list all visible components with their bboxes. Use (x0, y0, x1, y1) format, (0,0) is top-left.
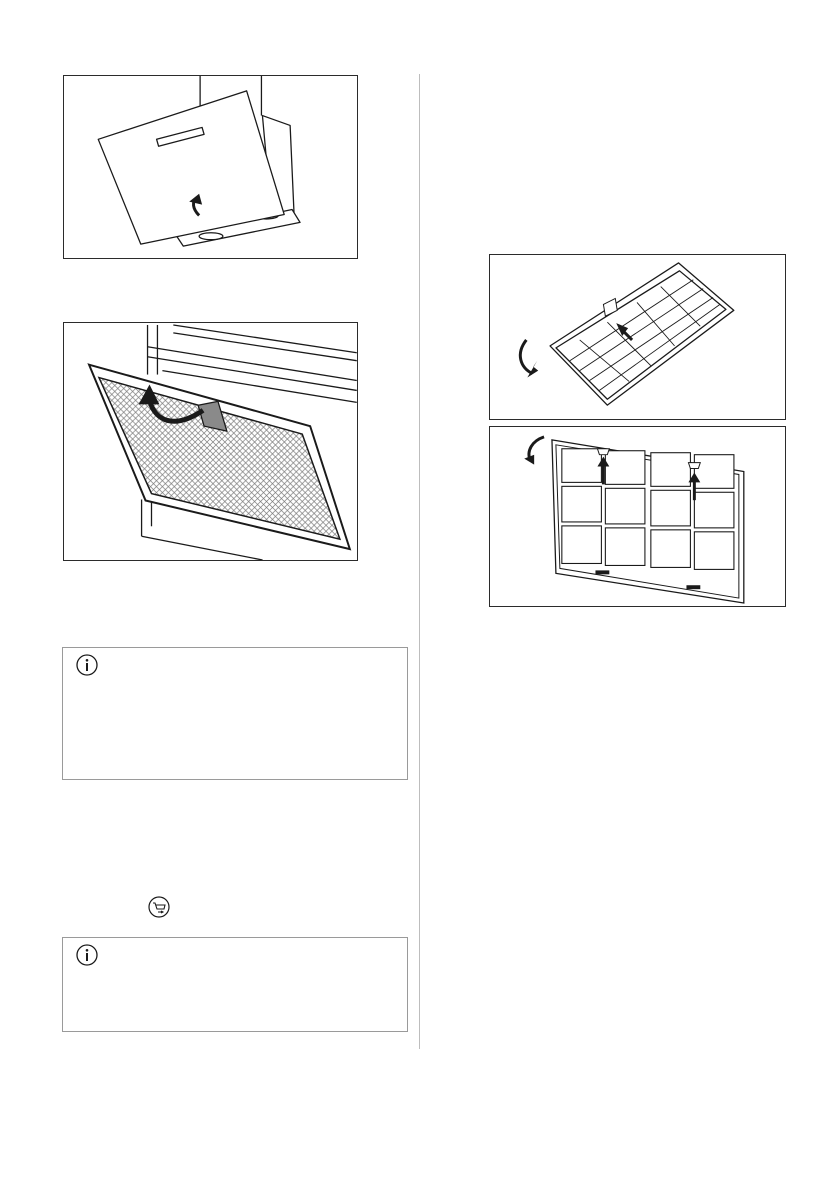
carbon-filter-tilt-illustration (490, 255, 785, 419)
info-note-1 (62, 647, 408, 780)
info-icon (76, 944, 98, 966)
carbon-filter-frame-illustration (490, 427, 785, 606)
figure-carbon-filter-tilt (489, 254, 786, 420)
arrow-rotate-icon (524, 437, 544, 465)
grease-filter-illustration (64, 323, 357, 560)
column-divider (419, 74, 420, 1049)
figure-carbon-filter-frame (489, 426, 786, 607)
info-note-2 (62, 937, 408, 1032)
filter-cart-icon (148, 896, 170, 918)
figure-grease-filter-release (63, 322, 358, 561)
arrow-rotate-icon (520, 340, 538, 378)
hood-illustration (64, 76, 357, 258)
info-icon (76, 654, 98, 676)
figure-hood-panel-lift (63, 75, 358, 259)
